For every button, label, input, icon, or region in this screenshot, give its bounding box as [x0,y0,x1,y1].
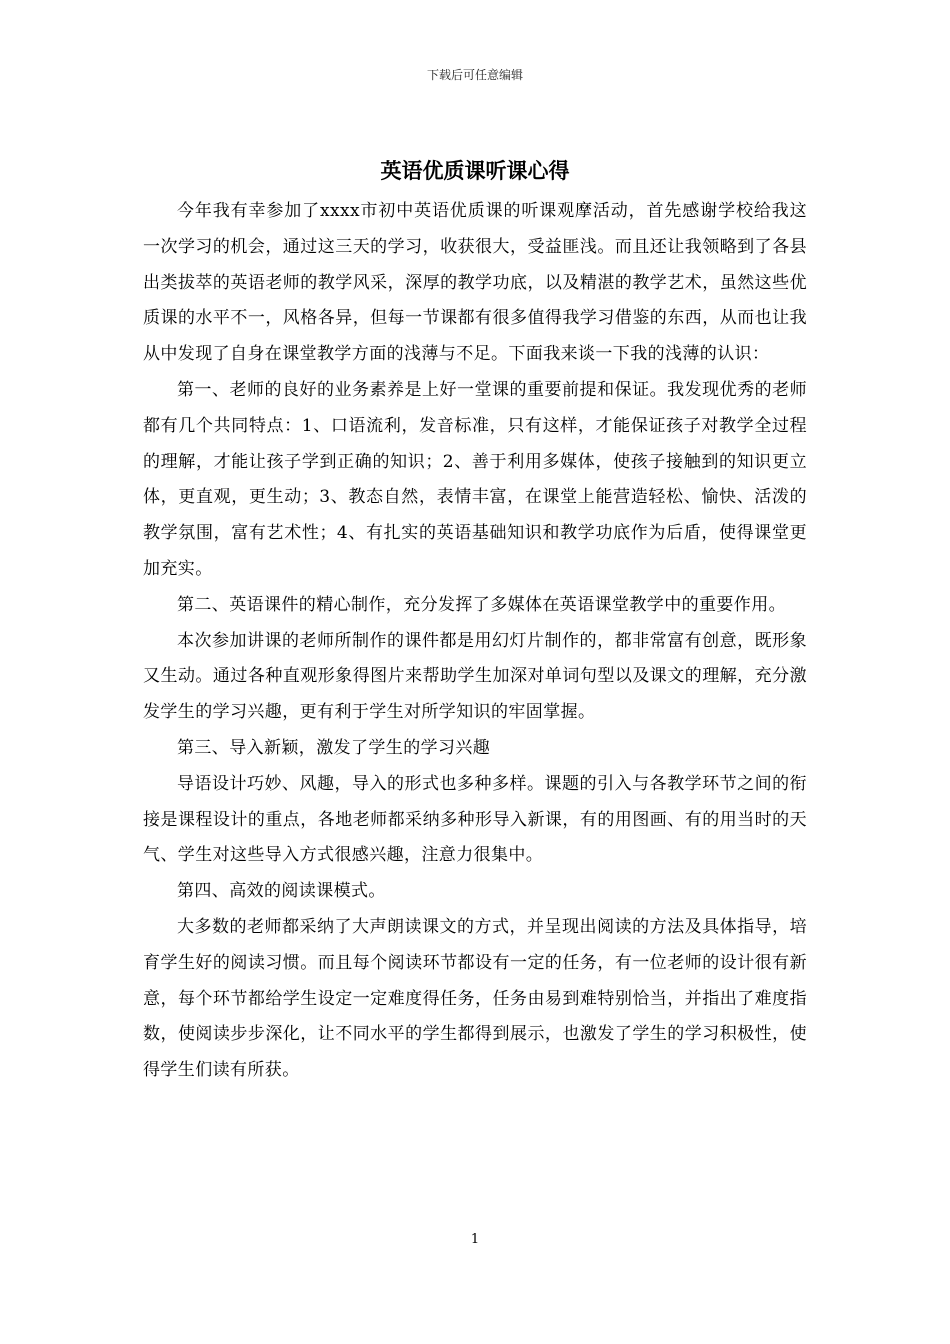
paragraph-courseware: 本次参加讲课的老师所制作的课件都是用幻灯片制作的，都非常富有创意，既形象又生动。通过各种直观形象得图片来帮助学生加深对单词句型以及课文的理解，充分激发学生的学习兴趣，更有利于学生对所学知识的牢固掌握。 [143,630,807,723]
paragraph-point-four: 第四、高效的阅读课模式。 [177,881,386,902]
paragraph-point-three: 第三、导入新颖，激发了学生的学习兴趣 [177,737,491,758]
document-title: 英语优质课听课心得 [380,158,570,183]
page-number: 1 [470,1232,480,1247]
paragraph-reading: 大多数的老师都采纳了大声朗读课文的方式，并呈现出阅读的方法及具体指导，培育学生好的阅读习惯。而且每个阅读环节都设有一定的任务，有一位老师的设计很有新意，每个环节都给学生设定一定难度得任务，任务由易到难特别恰当，并指出了难度指数，使阅读步步深化，让不同水平的学生都得到展示，也激发了学生的学习积极性，使得学生们读有所获。 [143,916,807,1081]
document-body [143,194,807,1089]
paragraph-lead-in: 导语设计巧妙、风趣，导入的形式也多种多样。课题的引入与各教学环节之间的衔接是课程设计的重点，各地老师都采纳多种形导入新课，有的用图画、有的用当时的天气、学生对这些导入方式很感兴趣，注意力很集中。 [143,773,807,866]
paragraph-point-one: 第一、老师的良好的业务素养是上好一堂课的重要前提和保证。我发现优秀的老师都有几个共同特点：1、口语流利，发音标准，只有这样，才能保证孩子对教学全过程的理解，才能让孩子学到正确的知识；2、善于利用多媒体，使孩子接触到的知识更立体，更直观，更生动；3、教态自然，表情丰富，在课堂上能营造轻松、愉快、活泼的教学氛围，富有艺术性；4、有扎实的英语基础知识和教学功底作为后盾，使得课堂更加充实。 [143,379,807,579]
paragraph-point-two: 第二、英语课件的精心制作，充分发挥了多媒体在英语课堂教学中的重要作用。 [177,594,786,615]
header-note: 下载后可任意编辑 [426,68,523,82]
paragraph-intro: 今年我有幸参加了xxxx市初中英语优质课的听课观摩活动，首先感谢学校给我这一次学习的机会，通过这三天的学习，收获很大，受益匪浅。而且还让我领略到了各县出类拔萃的英语老师的教学风采，深厚的教学功底，以及精湛的教学艺术，虽然这些优质课的水平不一，风格各异，但每一节课都有很多值得我学习借鉴的东西，从而也让我从中发现了自身在课堂教学方面的浅薄与不足。下面我来谈一下我的浅薄的认识： [143,201,807,365]
